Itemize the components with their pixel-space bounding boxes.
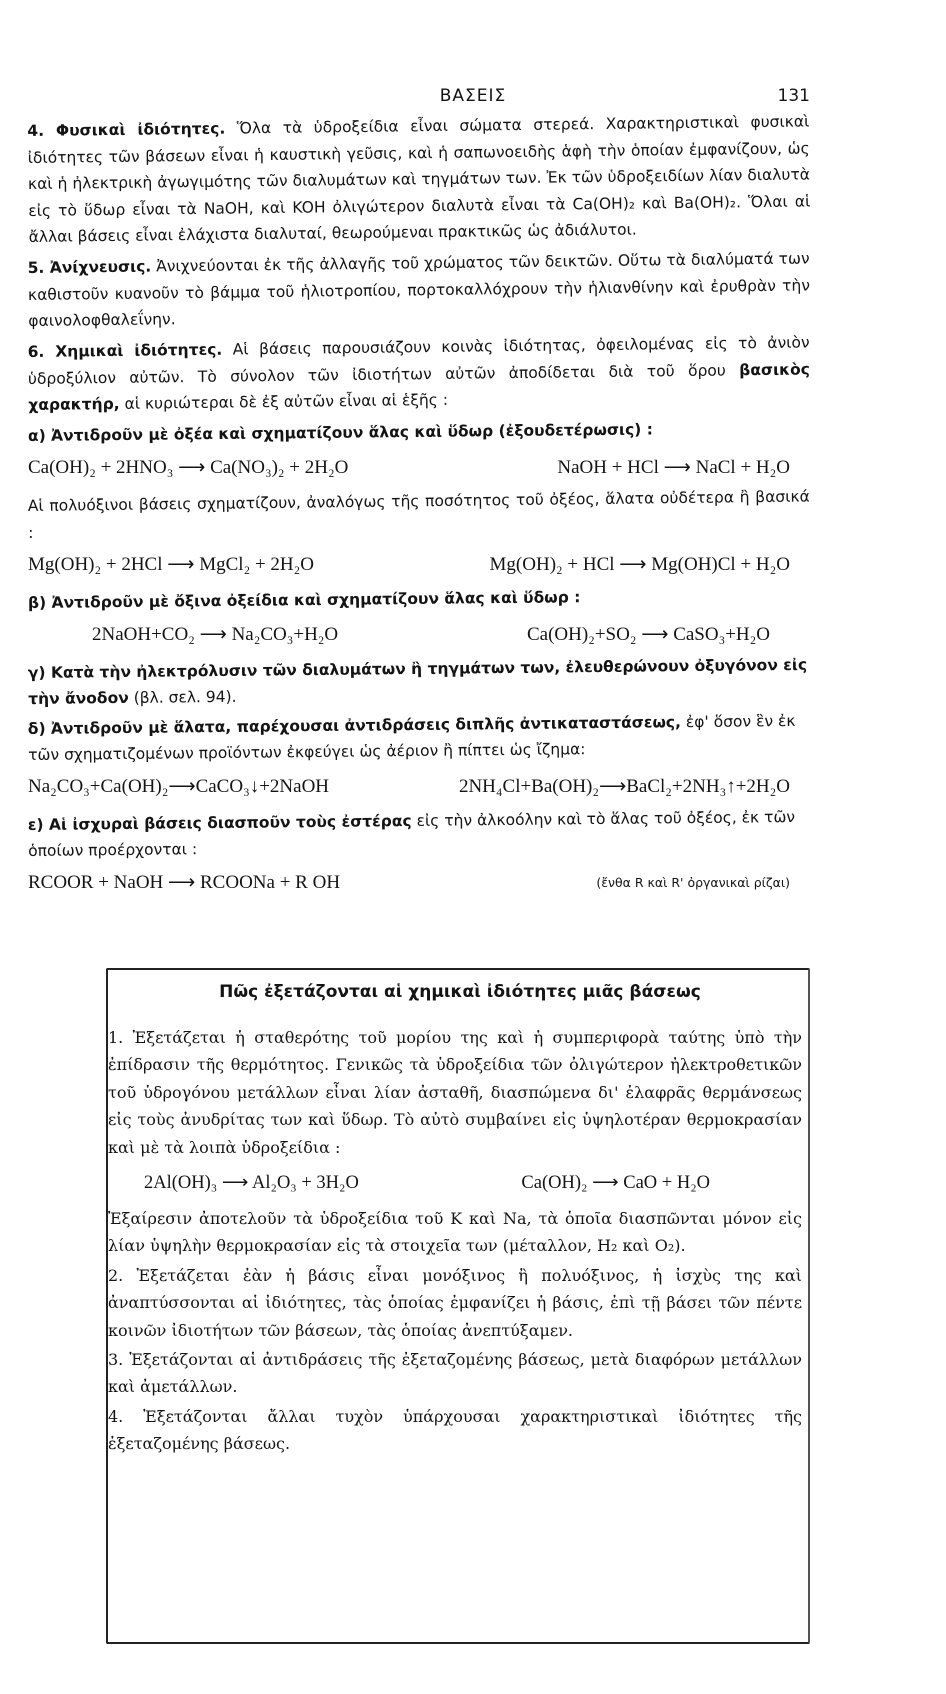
reaction-a-note: Αἱ πολυόξινοι βάσεις σχηματίζουν, ἀναλόγως τῆς ποσότητος τοῦ ὀξέος, ἅλατα οὐδέτερα ἢ βασικά : <box>27 486 810 542</box>
page-number: 131 <box>777 86 810 106</box>
equation-note: (ἔνθα R καὶ R' ὀργανικαὶ ρίζαι) <box>596 874 790 890</box>
equation: RCOOR + NaOH ⟶ RCOONa + R OH <box>28 871 341 893</box>
reaction-a-title: α) Ἀντιδροῦν μὲ ὀξέα καὶ σχηματίζουν ἅλας καὶ ὕδωρ (ἐξουδετέρωσις) : <box>27 419 654 445</box>
box-paragraph-3: 3. Ἐξετάζονται αἱ ἀντιδράσεις τῆς ἐξεταζομένης βάσεως, μετὰ διαφόρων μετάλλων καὶ ἀμετάλλων. <box>108 1350 802 1397</box>
bold-term: βασικὸς χαρακτήρ, <box>28 359 811 414</box>
box-paragraph-2: 2. Ἐξετάζεται ἐὰν ἡ βάσις εἶναι μονόξινος ἢ πολυόξινος, ἡ ἰσχὺς της καὶ ἀναπτύσσονται αἱ ἰδιότητες, τὰς ὁποίας ἐμφανίζει ἡ βάσις, ἐπὶ τῇ βάσει τῶν πέντε κοινῶν ἰδιοτήτων τῶν βάσεων, τὰς ὁποίας ἀνεπτύξαμεν. <box>108 1265 802 1340</box>
equation-row <box>28 868 810 898</box>
info-box-body <box>108 1024 802 1460</box>
equation-row <box>28 453 810 483</box>
equation-row <box>28 772 810 802</box>
section-text: Αἱ βάσεις παρουσιάζουν κοινὰς ἰδιότητας, ὀφειλομένας εἰς τὸ ἀνιὸν ὑδροξύλιον αὐτῶν. Τὸ σύνολον τῶν ἰδιοτήτων αὐτῶν ἀποδίδεται διὰ τοῦ ὅρου <box>27 333 810 388</box>
reaction-e-text: εἰς τὴν ἀλκοόλην καὶ τὸ ἅλας τοῦ ὀξέος, ἐκ τῶν ὁποίων προέρχονται : <box>28 807 796 860</box>
box-paragraph-4: 4. Ἐξετάζονται ἄλλαι τυχὸν ὑπάρχουσαι χαρακτηριστικαὶ ἰδιότητες τῆς ἐξεταζομένης βάσεως. <box>108 1406 802 1454</box>
reaction-c-ref: (βλ. σελ. 94). <box>128 687 237 707</box>
reaction-d <box>28 708 811 768</box>
section-text: Ἀνιχνεύονται ἐκ τῆς ἀλλαγῆς τοῦ χρώματος τῶν δεικτῶν. Οὕτω τὰ διαλύματά των καθιστοῦν κυανοῦν τὸ βάμμα τοῦ ἡλιοτροπίου, πορτοκαλλόχρουν τὴν ἡλιανθίνην καὶ ἐρυθρὰν τὴν φαινολοφθαλεΐνην. <box>27 249 811 331</box>
info-box-title: Πῶς ἐξετάζονται αἱ χημικαὶ ἰδιότητες μιᾶς βάσεως <box>219 982 701 1002</box>
section-heading: 4. Φυσικαὶ ἰδιότητες. <box>27 119 226 141</box>
equation-row <box>108 1167 802 1199</box>
section-heading: 6. Χημικαὶ ἰδιότητες. <box>27 340 223 361</box>
running-title: ΒΑΣΕΙΣ <box>439 86 507 106</box>
section-detection <box>28 245 811 334</box>
equation: Ca(OH)₂ + 2HNO₃ ⟶ Ca(NO₃)₂ + 2H₂O <box>28 456 349 478</box>
section-text: αἱ κυριώτεραι δὲ ἐξ αὐτῶν εἶναι αἱ ἑξῆς : <box>119 390 449 413</box>
section-physical-properties <box>27 108 811 251</box>
main-text <box>27 112 811 908</box>
reaction-c-text: γ) Κατὰ τὴν ἠλεκτρόλυσιν τῶν διαλυμάτων ἢ τηγμάτων των, ἐλευθερώνουν ὀξυγόνον εἰς τὴν ἄνοδον <box>27 655 808 708</box>
equation: Ca(OH)₂+SO₂ ⟶ CaSO₃+H₂O <box>527 623 770 645</box>
reaction-c <box>28 652 811 712</box>
reaction-d-text: ἐφ' ὅσον ἓν ἐκ τῶν σχηματιζομένων προϊόντων ἐκφεύγει ὡς ἀέριον ἢ πίπτει ὡς ἴζημα: <box>28 711 796 764</box>
section-heading: 5. Ἀνίχνευσις. <box>27 257 152 277</box>
info-box <box>110 938 804 1694</box>
section-chemical-properties <box>28 329 811 418</box>
equation-row <box>28 620 810 650</box>
equation-row <box>28 550 810 580</box>
reaction-e-title: ε) Αἱ ἰσχυραὶ βάσεις διασποῦν τοὺς ἐστέρας <box>27 811 412 834</box>
box-paragraph-1: 1. Ἐξετάζεται ἡ σταθερότης τοῦ μορίου της καὶ ἡ συμπεριφορὰ ταύτης ὑπὸ τὴν ἐπίδρασιν τῆς θερμότητος. Γενικῶς τὰ ὑδροξείδια τῶν ὀλιγώτερον ἠλεκτροθετικῶν τοῦ ὑδρογόνου μετάλλων εἶναι λίαν ἀσταθῆ, διασπώμενα δι' ἐλαφρᾶς θερμάνσεως εἰς τοὺς ἀνυδρίτας των καὶ ὕδωρ. Τὸ αὐτὸ συμβαίνει εἰς ὑψηλοτέραν θερμοκρασίαν καὶ μὲ τὰ λοιπὰ ὑδροξείδια : <box>108 1028 802 1157</box>
reaction-d-title: δ) Ἀντιδροῦν μὲ ἅλατα, παρέχουσαι ἀντιδράσεις διπλῆς ἀντικαταστάσεως, <box>27 712 682 738</box>
equation: Mg(OH)₂ + 2HCl ⟶ MgCl₂ + 2H₂O <box>28 553 314 575</box>
equation: Ca(OH)₂ ⟶ CaO + H₂O <box>521 1173 710 1194</box>
equation: Mg(OH)₂ + HCl ⟶ Mg(OH)Cl + H₂O <box>489 553 790 575</box>
reaction-b-title: β) Ἀντιδροῦν μὲ ὄξινα ὀξείδια καὶ σχηματίζουν ἅλας καὶ ὕδωρ : <box>27 587 581 612</box>
reaction-e <box>28 804 811 864</box>
equation: 2NH₄Cl+Ba(OH)₂⟶BaCl₂+2NH₃↑+2H₂O <box>458 775 790 797</box>
section-text: Ὅλα τὰ ὑδροξείδια εἶναι σώματα στερεά. Χαρακτηριστικαὶ φυσικαὶ ἰδιότητες τῶν βάσεων εἶναι ἡ καυστικὴ γεῦσις, καὶ ἡ σαπωνοειδὴς ἁφὴ τὴν ὁποίαν ἐμφανίζουν, ὡς καὶ ἡ ἠλεκτρικὴ ἀγωγιμότης τῶν διαλυμάτων καὶ τηγμάτων των. Ἐκ τῶν ὑδροξειδίων λίαν διαλυτὰ εἰς τὸ ὕδωρ εἶναι τὰ NaOH, καὶ KOH ὀλιγώτερον διαλυτὰ εἶναι τὰ Ca(OH)₂ καὶ Ba(OH)₂. Ὅλαι αἱ ἄλλαι βάσεις εἶναι ἐλάχιστα διαλυταί, θεωρούμεναι πρακτικῶς ὡς ἀδιάλυτοι. <box>27 112 811 247</box>
equation: 2Al(OH)₃ ⟶ Al₂O₃ + 3H₂O <box>144 1173 359 1194</box>
equation: Na₂CO₃+Ca(OH)₂⟶CaCO₃↓+2NaOH <box>28 775 330 797</box>
equation: 2NaOH+CO₂ ⟶ Na₂CO₃+H₂O <box>92 623 339 645</box>
box-paragraph-1b: Ἐξαίρεσιν ἀποτελοῦν τὰ ὑδροξείδια τοῦ K καὶ Na, τὰ ὁποῖα διασπῶνται μόνον εἰς λίαν ὑψηλὴν θερμοκρασίαν εἰς τὰ στοιχεῖα των (μέταλλον, H₂ καὶ O₂). <box>108 1209 802 1256</box>
equation: NaOH + HCl ⟶ NaCl + H₂O <box>557 456 790 478</box>
